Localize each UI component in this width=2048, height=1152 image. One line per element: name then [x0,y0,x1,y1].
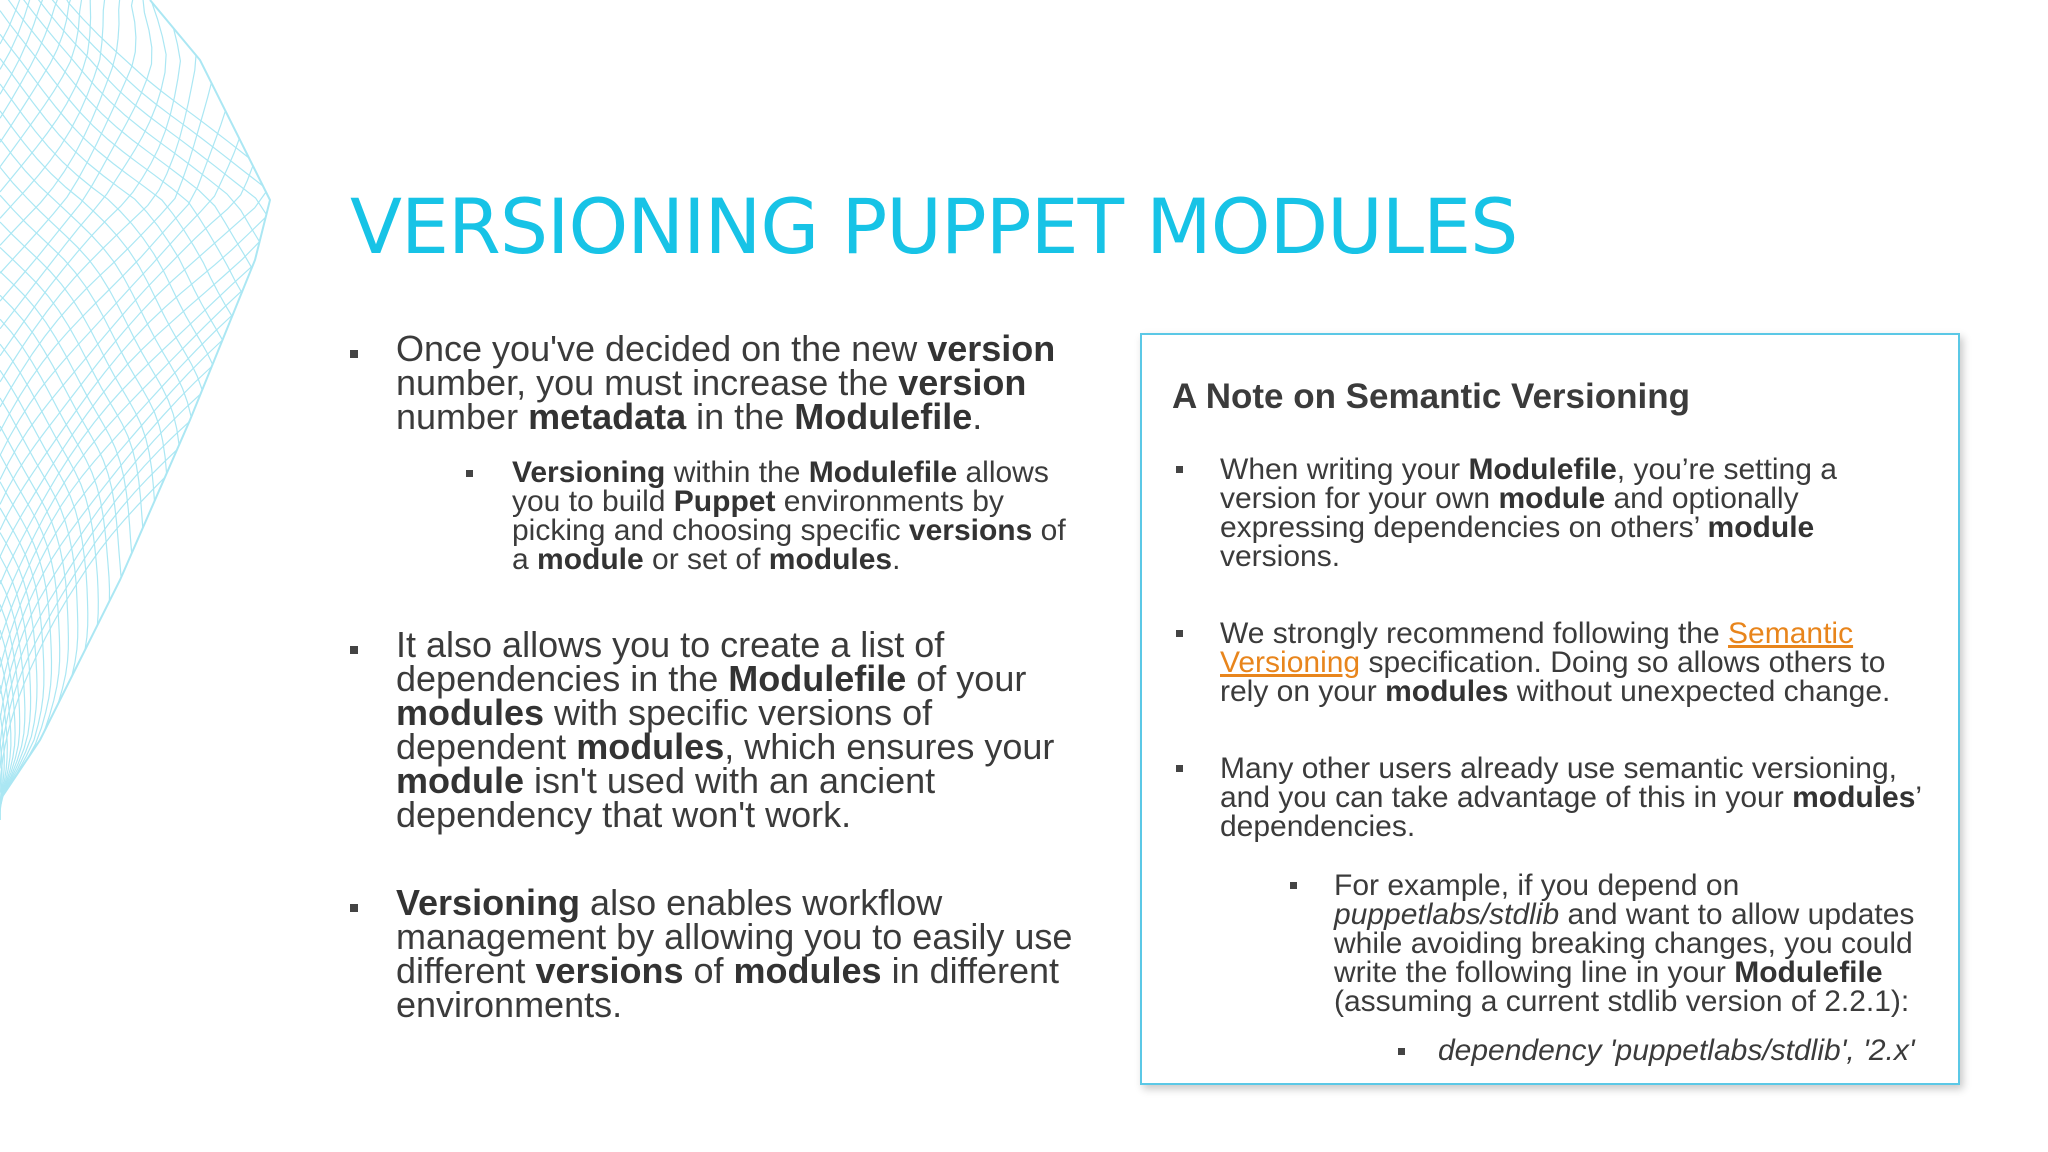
note-code-example: dependency 'puppetlabs/stdlib', '2.x' [1398,1034,1936,1068]
note-bullet-modulefile: When writing your Modulefile, you’re setting a version for your own module and optionally expressing dependencies on others’ module versions. [1176,455,1936,571]
note-heading: A Note on Semantic Versioning [1172,377,1690,416]
sub-bullet-versioning: Versioning within the Modulefile allows you to build Puppet environments by picking and choosing specific versions of a module or set of modules. [466,458,1090,574]
semantic-versioning-note-box [1140,333,1960,1085]
square-bullet-icon [1176,630,1183,637]
bullet-update-version: Once you've decided on the new version number, you must increase the version number metadata in the Modulefile. Versioning within the Modulefile allows you to build Puppet environments by picking and choosing specific versions of a module or set of modules. [350,332,1090,574]
square-bullet-icon [1398,1048,1405,1055]
square-bullet-icon [1176,765,1183,772]
bullet-workflow: Versioning also enables workflow management by allowing you to easily use different versions of modules in different environments. [350,886,1090,1022]
left-content [350,328,1090,1076]
slide-title: VERSIONING PUPPET MODULES [350,182,1518,271]
semantic-versioning-link[interactable]: Semantic Versioning [1220,617,1854,679]
wireframe-mesh-decoration [0,0,300,820]
note-sub-bullet-example: For example, if you depend on puppetlabs/stdlib and want to allow updates while avoiding breaking changes, you could write the following line in your Modulefile (assuming a current stdlib version of 2.2.1): dependency 'puppetlabs/stdlib', '2.x' [1290,871,1936,1068]
square-bullet-icon [1290,882,1297,889]
square-bullet-icon [1176,466,1183,473]
square-bullet-icon [350,350,358,358]
square-bullet-icon [350,646,358,654]
note-bullet-recommend: We strongly recommend following the Semantic Versioning specification. Doing so allows others to rely on your modules without unexpected change. [1176,619,1936,706]
square-bullet-icon [466,470,473,477]
note-bullet-other-users: Many other users already use semantic versioning, and you can take advantage of this in your modules’ dependencies. For example, if you depend on puppetlabs/stdlib and want to allow updates while avoiding breaking changes, you could write the following line in your Modulefile (assuming a current stdlib version of 2.2.1): dependency 'puppetlabs/stdlib', '2.x' [1176,754,1936,1068]
square-bullet-icon [350,904,358,912]
bullet-dependencies: It also allows you to create a list of dependencies in the Modulefile of your modules with specific versions of dependent modules, which ensures your module isn't used with an ancient dependency that won't work. [350,628,1090,832]
